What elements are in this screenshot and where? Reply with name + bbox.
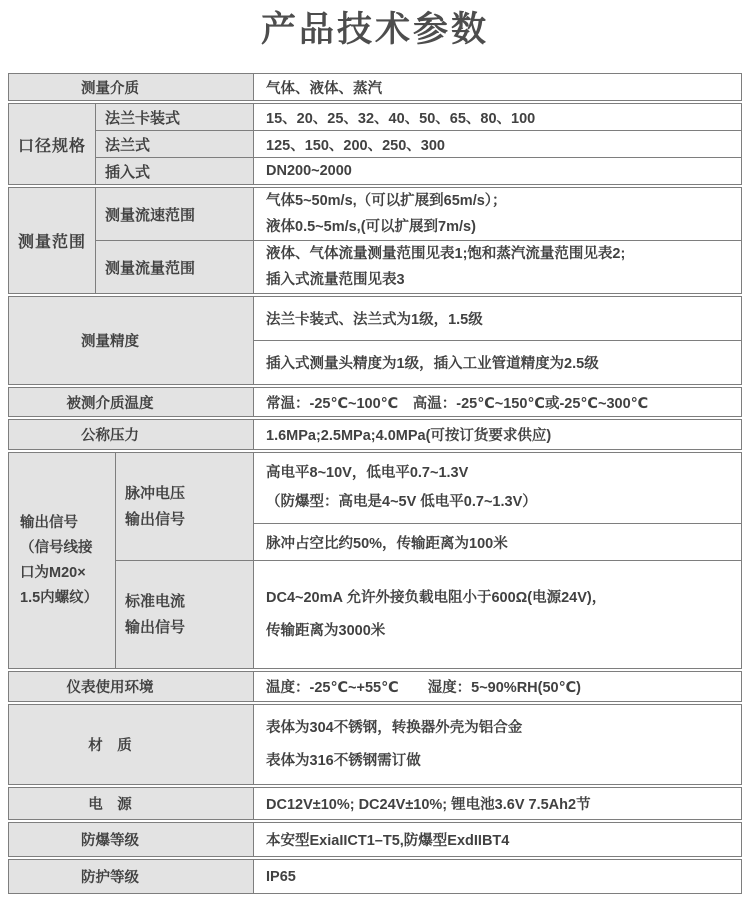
protection-rating-label: 防护等级 — [9, 860, 254, 894]
accuracy-label: 测量精度 — [9, 297, 254, 385]
flow-range-line-1: 液体、气体流量测量范围见表1;饱和蒸汽流量范围见表2; — [266, 246, 626, 262]
flow-range-line-2: 插入式流量范围见表3 — [266, 272, 405, 288]
pulse-voltage-value-2: 脉冲占空比约50%，传输距离为100米 — [254, 524, 742, 561]
flow-range-value — [254, 241, 742, 294]
section-material — [8, 704, 742, 785]
output-signal-label-line-1: 输出信号 — [20, 514, 78, 531]
section-operating-environment — [8, 671, 742, 702]
section-power-supply — [8, 787, 742, 820]
section-accuracy — [8, 296, 742, 385]
section-nominal-pressure — [8, 419, 742, 450]
output-signal-label-line-4: 1.5内螺纹） — [20, 589, 99, 606]
section-explosion-proof-rating — [8, 822, 742, 857]
section-measuring-medium — [8, 73, 742, 101]
standard-current-sub-line-2: 输出信号 — [125, 618, 186, 636]
accuracy-value-2: 插入式测量头精度为1级，插入工业管道精度为2.5级 — [254, 341, 742, 385]
section-output-signal — [8, 452, 742, 669]
standard-current-sub-line-1: 标准电流 — [125, 592, 186, 610]
velocity-range-sub-label: 测量流速范围 — [96, 188, 254, 241]
insertion-value: DN200~2000 — [254, 158, 742, 185]
pulse-voltage-sub-line-2: 输出信号 — [125, 510, 186, 528]
material-value-line-2: 表体为316不锈钢需订做 — [266, 752, 421, 769]
flow-range-sub-label: 测量流量范围 — [96, 241, 254, 294]
accuracy-value-1: 法兰卡装式、法兰式为1级，1.5级 — [254, 297, 742, 341]
flange-sub-label: 法兰式 — [96, 131, 254, 158]
protection-rating-value: IP65 — [254, 860, 742, 894]
section-protection-rating — [8, 859, 742, 894]
power-supply-value: DC12V±10%; DC24V±10%; 锂电池3.6V 7.5Ah2节 — [254, 788, 742, 820]
material-value-line-1: 表体为304不锈钢，转换器外壳为铝合金 — [266, 719, 523, 736]
medium-temperature-label: 被测介质温度 — [9, 388, 254, 417]
output-signal-label-line-2: （信号线接 — [20, 539, 93, 556]
velocity-range-line-2: 液体0.5~5m/s,(可以扩展到7m/s) — [266, 219, 476, 235]
flange-clamp-value: 15、20、25、32、40、50、65、80、100 — [254, 104, 742, 131]
pulse-voltage-sub-label — [116, 453, 254, 561]
section-measuring-range — [8, 187, 742, 294]
section-medium-temperature — [8, 387, 742, 417]
output-signal-label — [9, 453, 116, 669]
nominal-pressure-value: 1.6MPa;2.5MPa;4.0MPa(可按订货要求供应) — [254, 420, 742, 450]
velocity-range-value — [254, 188, 742, 241]
spec-table — [0, 52, 750, 894]
insertion-sub-label: 插入式 — [96, 158, 254, 185]
standard-current-value-line-2: 传输距离为3000米 — [266, 622, 386, 639]
flange-clamp-sub-label: 法兰卡装式 — [96, 104, 254, 131]
medium-temperature-value: 常温：-25℃~100℃ 高温：-25℃~150℃或-25℃~300℃ — [254, 388, 742, 417]
operating-environment-label: 仪表使用环境 — [9, 672, 254, 702]
page-title: 产品技术参数 — [260, 10, 489, 49]
standard-current-value-line-1: DC4~20mA 允许外接负载电阻小于600Ω(电源24V)， — [266, 589, 607, 606]
measuring-medium-value: 气体、液体、蒸汽 — [254, 74, 742, 101]
material-value — [254, 705, 742, 785]
pulse-voltage-value-1 — [254, 453, 742, 524]
pulse-voltage-value-line-1: 高电平8~10V，低电平0.7~1.3V — [266, 465, 469, 481]
output-signal-label-line-3: 口为M20× — [20, 564, 86, 581]
nominal-pressure-label: 公称压力 — [9, 420, 254, 450]
section-diameter-spec — [8, 103, 742, 185]
standard-current-sub-label — [116, 561, 254, 669]
measuring-range-label: 测量范围 — [9, 188, 96, 294]
flange-value: 125、150、200、250、300 — [254, 131, 742, 158]
measuring-medium-label: 测量介质 — [9, 74, 254, 101]
velocity-range-line-1: 气体5~50m/s,（可以扩展到65m/s）； — [266, 193, 507, 209]
standard-current-value — [254, 561, 742, 669]
operating-environment-value: 温度：-25℃~+55℃ 湿度：5~90%RH(50℃) — [254, 672, 742, 702]
pulse-voltage-sub-line-1: 脉冲电压 — [125, 484, 186, 502]
pulse-voltage-value-line-2: （防爆型：高电是4~5V 低电平0.7~1.3V） — [266, 494, 537, 510]
explosion-proof-rating-label: 防爆等级 — [9, 823, 254, 857]
diameter-spec-label: 口径规格 — [9, 104, 96, 185]
material-label: 材 质 — [9, 705, 254, 785]
explosion-proof-rating-value: 本安型ExiaIICT1–T5,防爆型ExdIIBT4 — [254, 823, 742, 857]
power-supply-label: 电 源 — [9, 788, 254, 820]
